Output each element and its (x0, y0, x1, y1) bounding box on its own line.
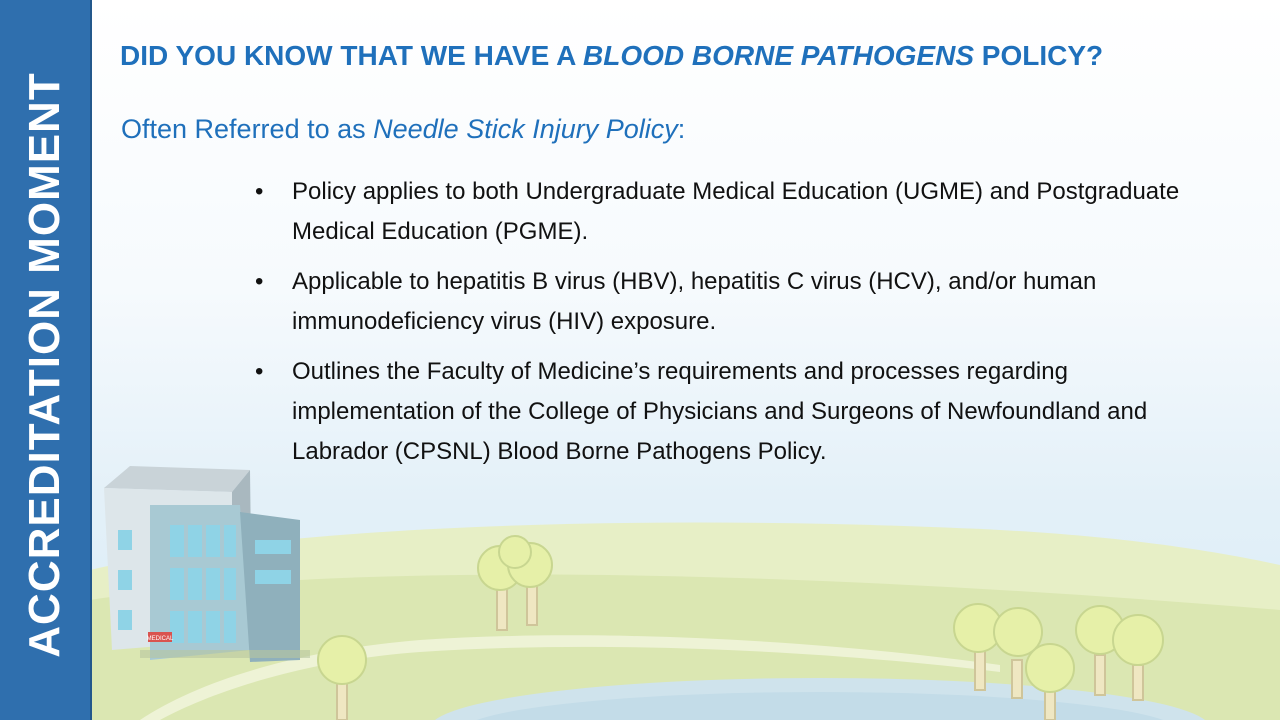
bullet-list (255, 172, 1195, 482)
slide-title: DID YOU KNOW THAT WE HAVE A BLOOD BORNE PATHOGENS POLICY? (120, 40, 1104, 71)
bullet-icon: • (255, 358, 264, 385)
title-emphasis: BLOOD BORNE PATHOGENS (583, 40, 975, 71)
bullet-icon: • (255, 178, 264, 205)
sidebar-label: ACCREDITATION MOMENT (20, 72, 69, 658)
bullet-icon: • (255, 268, 264, 295)
hospital-building-icon (104, 466, 310, 662)
sidebar-banner (0, 0, 92, 720)
slide-subtitle: Often Referred to as Needle Stick Injury Policy: (121, 114, 686, 144)
svg-text:MEDICAL: MEDICAL (146, 636, 174, 642)
subtitle-emphasis: Needle Stick Injury Policy (373, 114, 678, 144)
bullet-item: • Outlines the Faculty of Medicine’s requirements and processes regarding implementation of the College of Physicians and Surgeons of Newfoundland and Labrador (CPSNL) Blood Borne Pathogens Policy. (255, 352, 1195, 472)
bullet-item: • Applicable to hepatitis B virus (HBV), hepatitis C virus (HCV), and/or human immunodeficiency virus (HIV) exposure. (255, 262, 1195, 342)
bullet-item: • Policy applies to both Undergraduate Medical Education (UGME) and Postgraduate Medical Education (PGME). (255, 172, 1195, 252)
